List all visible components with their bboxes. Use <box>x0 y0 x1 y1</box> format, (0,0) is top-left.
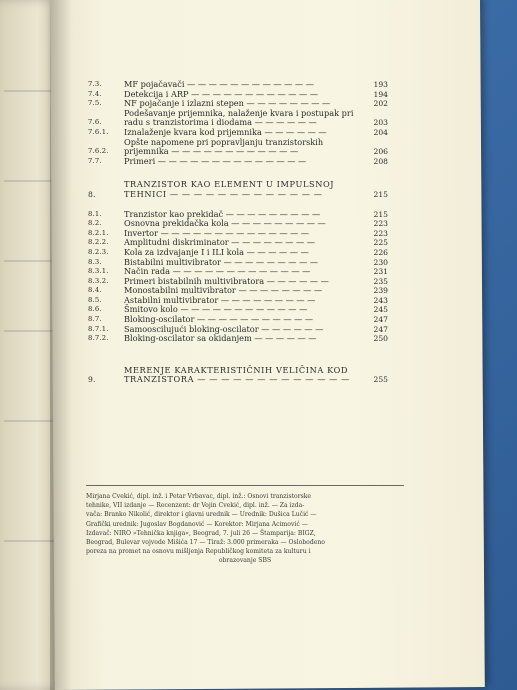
toc-page: 235 <box>373 276 388 286</box>
toc-page: 247 <box>373 324 388 334</box>
toc-number: 8.7.2. <box>88 334 109 343</box>
toc-title: Samooscilujući bloking-oscilator — — — — — — <box>124 323 324 334</box>
toc-title: Opšte napomene pri popravljanju tranzistorskih prijemnika — — — — — — — — — — — — <box>124 136 324 157</box>
toc-title: Osnovna prekidačka kola — — — — — — — — — <box>124 218 326 229</box>
toc-page: 225 <box>373 238 388 248</box>
toc-number: 7.6.1. <box>88 127 109 136</box>
colophon-line: Izdavač: NIRO »Tehnička knjiga«, Beograd, 7. juli 26 — Štamparija: BIGZ, <box>86 529 316 537</box>
toc-page: 226 <box>373 247 388 257</box>
toc-title: Bistabilni multivibrator — — — — — — — — — <box>124 256 319 267</box>
toc-number: 8.3. <box>88 257 102 266</box>
toc-page: 215 <box>373 189 388 199</box>
toc-title: Iznalaženje kvara kod prijemnika — — — — — — <box>124 126 327 137</box>
toc-number: 7.6. <box>88 118 102 127</box>
bleed-through-mark <box>4 180 54 182</box>
toc-number: 8.3.1. <box>88 267 109 276</box>
toc-title: Amplitudni diskriminator — — — — — — — — <box>124 237 315 248</box>
toc-page: 245 <box>373 305 388 315</box>
toc-page: 250 <box>373 334 388 344</box>
gutter-shadow <box>50 0 72 690</box>
toc-number: 8.2.2. <box>88 238 109 247</box>
toc-page: 206 <box>373 147 388 157</box>
toc-page: 194 <box>373 89 388 99</box>
toc-chapter-heading <box>88 366 388 385</box>
toc-chapter-heading <box>88 180 388 199</box>
toc-entry <box>88 334 388 344</box>
toc-title: Detekcija i ARP — — — — — — — — — — — — <box>124 88 319 99</box>
toc-number: 8.2.3. <box>88 247 109 256</box>
toc-title: Primeri bistabilnih multivibratora — — — — — — <box>124 275 329 286</box>
colophon-line: Grafički urednik: Jugoslav Bogdanović — Korektor: Mirjana Acimović — <box>86 520 308 528</box>
toc-title: TRANZISTOR KAO ELEMENT U IMPULSNOJ TEHNICI — — — — — — — — — — — — — <box>124 179 335 199</box>
toc-entry <box>88 157 388 167</box>
toc-number: 8.2. <box>88 219 102 228</box>
toc-title: Monostabilni multivibrator — — — — — — — — <box>124 285 323 296</box>
toc-page: 223 <box>373 228 388 238</box>
bleed-through-mark <box>4 260 54 262</box>
toc-number: 8.1. <box>88 209 102 218</box>
toc-number: 9. <box>88 375 96 385</box>
toc-page: 202 <box>373 99 388 109</box>
toc-title: Invertor — — — — — — — — — — — — — — <box>124 227 310 238</box>
toc-title: Podešavanje prijemnika, nalaženje kvara i postupak pri radu s tranzistorima i diodama — — — — — — <box>124 107 354 128</box>
toc-title: Bloking-oscilator — — — — — — — — — — — <box>124 314 314 325</box>
toc-entry <box>88 138 388 157</box>
toc-page: 243 <box>373 295 388 305</box>
toc-page: 215 <box>373 209 388 219</box>
colophon-line: Mirjana Cvekić, dipl. inž. i Petar Vrbavac, dipl. inž.: Osnovi tranzistorske <box>86 493 312 500</box>
toc-entry <box>88 109 388 128</box>
toc-number: 8.6. <box>88 305 102 314</box>
toc-number: 7.6.2. <box>88 147 109 156</box>
toc-page: 223 <box>373 219 388 229</box>
colophon-line: Beograd, Bulevar vojvode Mišića 17 — Tiraž: 3.000 primeraka — Oslobođeno <box>86 539 325 547</box>
toc-page: 239 <box>373 286 388 296</box>
bleed-through-mark <box>4 90 54 92</box>
toc-number: 7.7. <box>88 156 102 165</box>
toc-title: Bloking-oscilator sa okidanjem — — — — — — <box>124 333 317 344</box>
table-of-contents <box>88 80 388 385</box>
toc-title: NF pojačanje i izlazni stepen — — — — — — — — <box>124 98 331 109</box>
bleed-through-mark <box>4 420 54 422</box>
toc-number: 7.3. <box>88 80 102 88</box>
toc-number: 8.4. <box>88 286 102 295</box>
toc-number: 8. <box>88 189 96 199</box>
toc-page: 247 <box>373 315 388 325</box>
toc-page: 208 <box>373 156 388 166</box>
toc-number: 7.4. <box>88 89 102 98</box>
colophon-line: poreza na promet na osnovu mišljenja Republičkog komiteta za kulturu i <box>86 548 311 556</box>
toc-page: 231 <box>373 267 388 277</box>
toc-number: 7.5. <box>88 99 102 108</box>
toc-title: Kola za izdvajanje I i ILI kola — — — — — — <box>124 246 309 257</box>
toc-number: 8.7. <box>88 315 102 324</box>
toc-title: MERENJE KARAKTERISTIČNIH VELIČINA KOD TRANZISTORA — — — — — — — — — — — — — <box>124 364 350 385</box>
toc-page: 204 <box>373 127 388 137</box>
toc-title: MF pojačavači — — — — — — — — — — — — <box>124 79 314 89</box>
bleed-through-mark <box>4 540 54 542</box>
toc-page: 230 <box>373 257 388 267</box>
colophon-line: obrazovanje SBS <box>218 557 272 565</box>
colophon-line: tehnike, VII izdanje — Recenzent: dr Vojin Cvekić, dipl. inž. — Za izda- <box>86 502 305 510</box>
toc-page: 193 <box>373 80 388 89</box>
toc-number: 8.5. <box>88 295 102 304</box>
toc-number: 8.3.2. <box>88 276 109 285</box>
toc-number: 8.2.1. <box>88 228 109 237</box>
colophon-line: vača: Branko Nikolić, direktor i glavni urednik — Urednik: Dušica Lučić — <box>86 511 317 519</box>
toc-title: Način rada — — — — — — — — — — — — — <box>124 266 311 277</box>
toc-title: Primeri — — — — — — — — — — — — — — <box>124 155 307 166</box>
toc-title: Astabilni multivibrator — — — — — — — — — <box>124 294 316 305</box>
toc-page: 255 <box>373 375 388 385</box>
toc-title: Šmitovo kolo — — — — — — — — — — — — <box>124 304 308 315</box>
bleed-through-mark <box>4 330 54 332</box>
toc-number: 8.7.1. <box>88 324 109 333</box>
toc-title: Tranzistor kao prekidač — — — — — — — — — <box>124 208 321 219</box>
colophon <box>86 485 404 566</box>
toc-page: 203 <box>373 118 388 128</box>
